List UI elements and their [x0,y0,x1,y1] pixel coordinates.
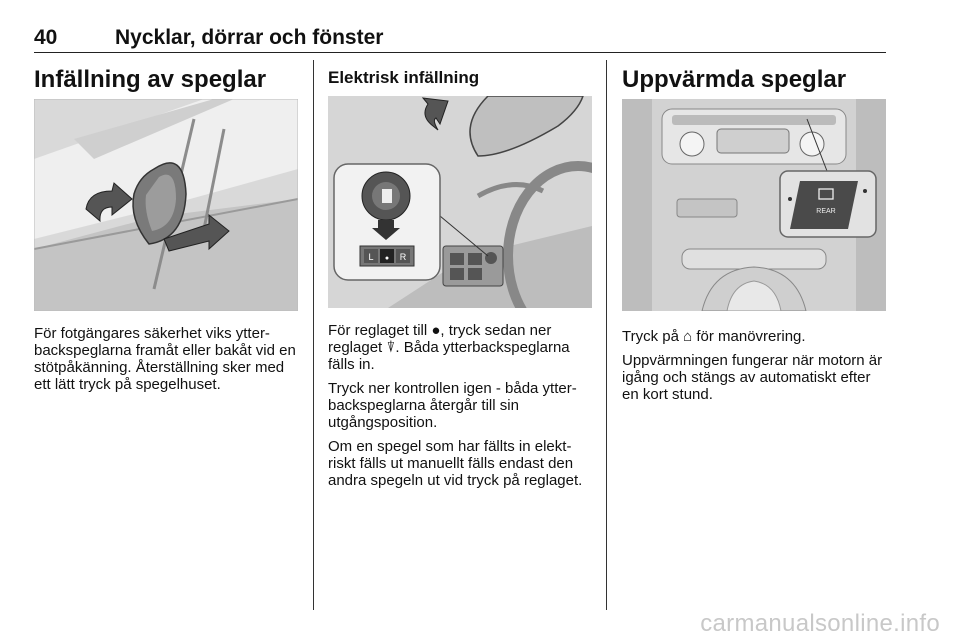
paragraph-2: Uppvärmningen fungerar när motorn är igång och stängs av automatiskt efter en kort stund. [622,352,883,403]
label-r: R [399,252,407,262]
section-title-mirror-folding: Infällning av speglar [34,66,267,93]
heated-mirrors-illustration [622,99,886,311]
electric-folding-text [328,322,594,496]
mirror-folding-svg [34,99,298,311]
heated-mirrors-svg [622,99,886,311]
paragraph-3: Om en spegel som har fällts in elekt-riskt fälls ut manuellt fälls endast den andra spegeln ut vid tryck på reglaget. [328,438,583,489]
paragraph: För fotgängares säkerhet viks ytter-backspeglarna framåt eller bakåt vid en stötpåkänning. Återställning sker med ett lätt tryck på spegelhuset. [34,325,296,393]
rear-button-label: REAR [816,208,836,215]
label-dot: ● [384,255,390,262]
electric-folding-illustration [328,96,592,308]
page-number: 40 [34,26,58,49]
column-divider-1 [313,60,314,610]
chapter-title: Nycklar, dörrar och fönster [115,26,384,49]
mirror-folding-text [34,325,302,400]
electric-folding-svg [328,96,592,308]
section-title-electric-folding: Elektrisk infällning [328,68,480,87]
page-header [34,22,886,53]
section-title-heated-mirrors: Uppvärmda speglar [622,66,847,93]
paragraph-1: Tryck på ⌂ för manövrering. [622,328,806,345]
mirror-folding-illustration [34,99,298,311]
label-l: L [368,252,374,262]
paragraph-2: Tryck ner kontrollen igen - båda ytter-backspeglarna återgår till sin utgångsposition. [328,380,577,431]
column-divider-2 [606,60,607,610]
paragraph-1: För reglaget till ●, tryck sedan ner reglaget ⍒. Båda ytterbackspeglarna fälls in. [328,322,570,373]
heated-mirrors-text [622,328,888,410]
watermark: carmanualsonline.info [700,610,940,637]
